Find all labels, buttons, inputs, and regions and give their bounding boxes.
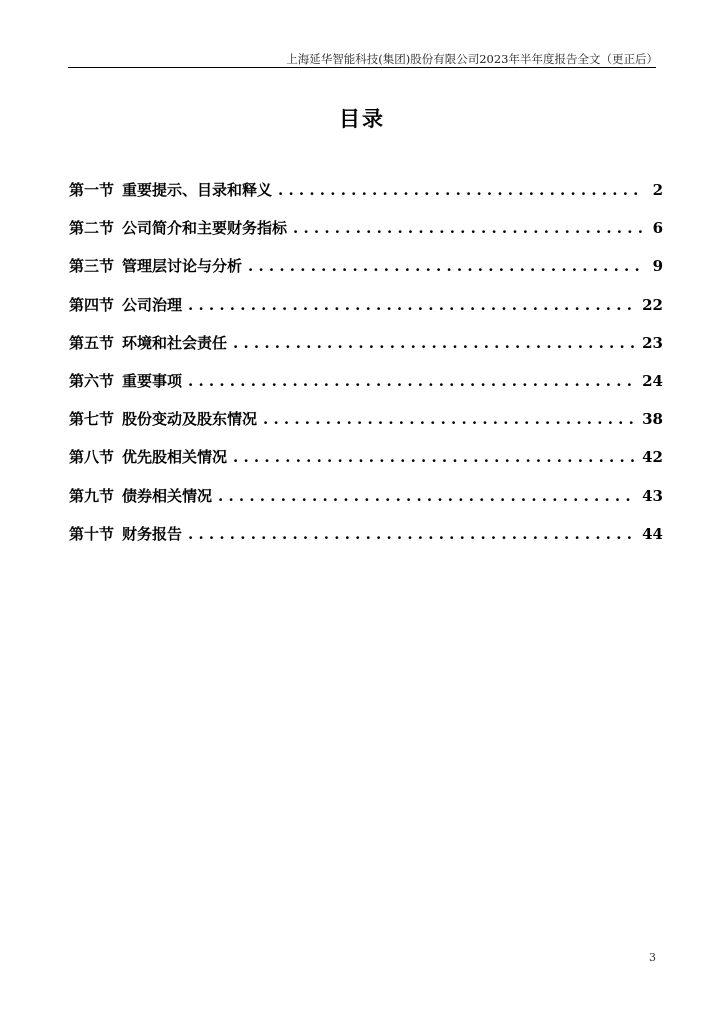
toc-entry-section: 第八节: [69, 448, 115, 467]
toc-entry-section: 第六节: [69, 371, 115, 390]
toc-dot-leader: [188, 525, 636, 543]
toc-entry-section: 第七节: [69, 410, 115, 429]
toc-dot-leader: [188, 372, 636, 390]
toc-entry[interactable]: [69, 485, 663, 523]
toc-dot-leader: [233, 448, 636, 466]
toc-dot-leader: [188, 296, 636, 314]
toc-entry[interactable]: [69, 255, 663, 293]
toc-dot-leader: [293, 219, 643, 237]
toc-entry-name: 重要提示、目录和释义: [122, 181, 273, 199]
toc-dot-leader: [233, 334, 636, 352]
toc-entry-name: 公司治理: [122, 295, 183, 314]
header-divider: [68, 67, 656, 68]
toc-entry-page: 42: [642, 448, 663, 467]
toc-entry-section: 第四节: [69, 295, 115, 314]
toc-entry[interactable]: [69, 294, 663, 332]
toc-entry-page: 24: [642, 371, 663, 390]
toc-entry[interactable]: [69, 446, 663, 484]
toc-entry-section: 第二节: [69, 219, 115, 238]
toc-entry-name: 管理层讨论与分析: [122, 257, 243, 276]
toc-entry-section: 第三节: [69, 257, 115, 276]
toc-entry[interactable]: [69, 179, 663, 217]
toc-dot-leader: [278, 181, 643, 199]
toc-title: 目录: [339, 106, 385, 131]
toc-entry-section: 第十节: [69, 524, 115, 543]
toc-entry-name: 股份变动及股东情况: [122, 410, 258, 429]
toc-entry-page: 43: [642, 486, 663, 505]
toc-entry-name: 优先股相关情况: [122, 448, 228, 467]
toc-entry-page: 6: [652, 219, 663, 238]
toc-entry[interactable]: [69, 217, 663, 255]
toc-entry-section: 第五节: [69, 333, 115, 352]
toc-entry-name: 环境和社会责任: [122, 333, 228, 352]
toc-entry[interactable]: [69, 408, 663, 446]
toc-dot-leader: [248, 257, 643, 275]
toc-dot-leader: [263, 410, 636, 428]
toc-entry[interactable]: [69, 523, 663, 561]
toc-entry-name: 公司简介和主要财务指标: [122, 219, 288, 238]
running-header: 上海延华智能科技(集团)股份有限公司2023年半年度报告全文（更正后）: [286, 52, 658, 66]
toc-entry-page: 23: [642, 333, 663, 352]
toc-entry-section: 第一节: [69, 181, 115, 199]
toc-entry-page: 2: [652, 181, 663, 199]
toc-entry-page: 9: [652, 257, 663, 276]
toc-entry-page: 22: [642, 295, 663, 314]
toc-entry[interactable]: [69, 370, 663, 408]
toc-list: [69, 179, 663, 561]
toc-dot-leader: [218, 487, 636, 505]
toc-entry-section: 第九节: [69, 486, 115, 505]
toc-entry-name: 财务报告: [122, 524, 183, 543]
toc-entry-name: 重要事项: [122, 371, 183, 390]
page-number: 3: [649, 951, 656, 964]
toc-entry-page: 44: [642, 524, 663, 543]
toc-entry[interactable]: [69, 332, 663, 370]
toc-entry-page: 38: [642, 410, 663, 429]
toc-entry-name: 债券相关情况: [122, 486, 213, 505]
